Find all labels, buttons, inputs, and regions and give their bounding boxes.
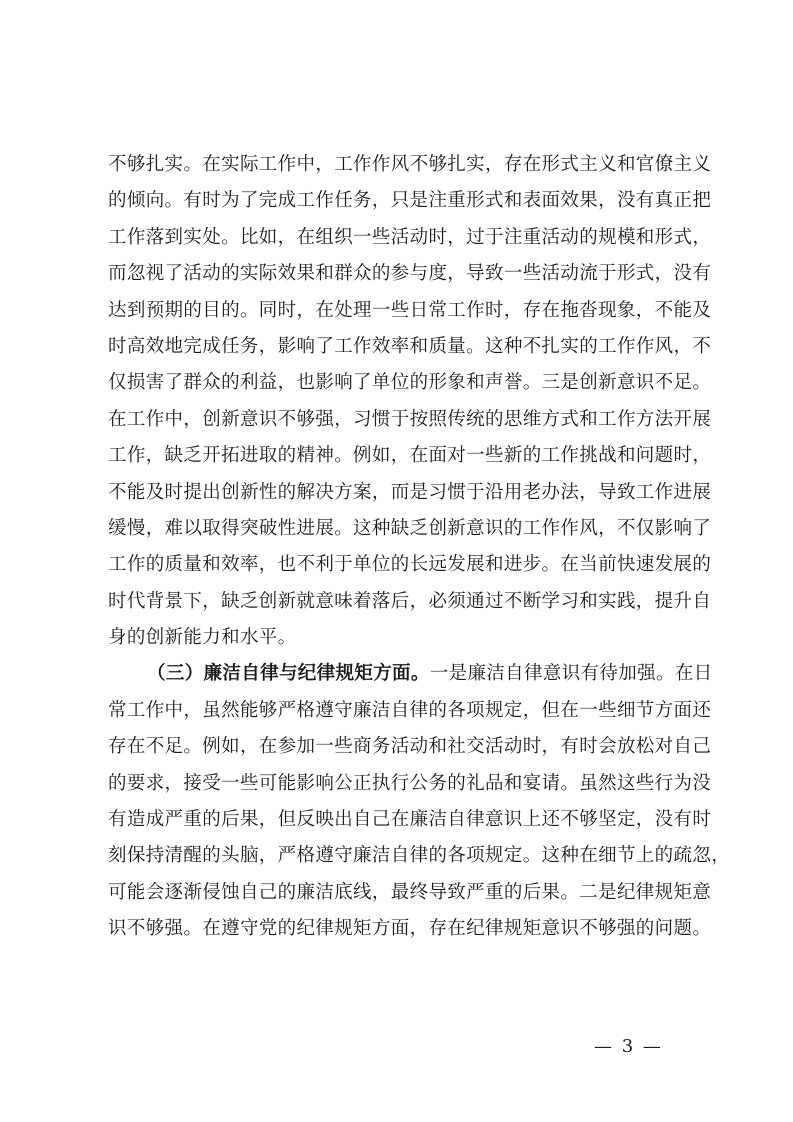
paragraph-line: 在工作中，创新意识不够强，习惯于按照传统的思维方式和工作方法开展	[108, 408, 712, 430]
paragraph-line: 身的创新能力和水平。	[108, 627, 297, 649]
paragraph-line: 不能及时提出创新性的解决方案，而是习惯于沿用老办法，导致工作进展	[108, 481, 712, 503]
paragraph-line: 存在不足。例如，在参加一些商务活动和社交活动时，有时会放松对自己	[108, 736, 712, 758]
paragraph-line: 可能会逐渐侵蚀自己的廉洁底线，最终导致严重的后果。二是纪律规矩意	[108, 881, 712, 903]
paragraph-text: 一是廉洁自律意识有待加强。在日	[429, 663, 713, 685]
paragraph-line: 工作的质量和效率，也不利于单位的长远发展和进步。在当前快速发展的	[108, 554, 712, 576]
paragraph-line: 不够扎实。在实际工作中，工作作风不够扎实，存在形式主义和官僚主义	[108, 154, 712, 175]
paragraph-line: 工作落到实处。比如，在组织一些活动时，过于注重活动的规模和形式，	[108, 226, 712, 248]
section-heading: （三）廉洁自律与纪律规矩方面。	[147, 663, 430, 685]
paragraph-line: 常工作中，虽然能够严格遵守廉洁自律的各项规定，但在一些细节方面还	[108, 699, 712, 721]
paragraph-line: 时高效地完成任务，影响了工作效率和质量。这种不扎实的工作作风，不	[108, 335, 712, 357]
paragraph-line: 的倾向。有时为了完成工作任务，只是注重形式和表面效果，没有真正把	[108, 190, 712, 212]
page-number: — 3 —	[594, 1036, 663, 1057]
paragraph-line: 达到预期的目的。同时，在处理一些日常工作时，存在拖沓现象，不能及	[108, 299, 712, 321]
paragraph-line: 识不够强。在遵守党的纪律规矩方面，存在纪律规矩意识不够强的问题。	[108, 918, 712, 940]
section-heading-line	[108, 656, 713, 692]
body-text	[108, 147, 731, 948]
paragraph-line: 有造成严重的后果，但反映出自己在廉洁自律意识上还不够坚定，没有时	[108, 809, 712, 831]
paragraph-line: 时代背景下，缺乏创新就意味着落后，必须通过不断学习和实践，提升自	[108, 590, 712, 612]
paragraph-line: 刻保持清醒的头脑，严格遵守廉洁自律的各项规定。这种在细节上的疏忽，	[108, 845, 731, 867]
paragraph-line: 工作，缺乏开拓进取的精神。例如，在面对一些新的工作挑战和问题时，	[108, 445, 712, 467]
paragraph-line: 仅损害了群众的利益，也影响了单位的形象和声誉。三是创新意识不足。	[108, 372, 712, 394]
paragraph-line: 缓慢，难以取得突破性进展。这种缺乏创新意识的工作作风，不仅影响了	[108, 517, 712, 539]
paragraph-line: 的要求，接受一些可能影响公正执行公务的礼品和宴请。虽然这些行为没	[108, 772, 712, 794]
paragraph-line: 而忽视了活动的实际效果和群众的参与度，导致一些活动流于形式，没有	[108, 263, 712, 285]
